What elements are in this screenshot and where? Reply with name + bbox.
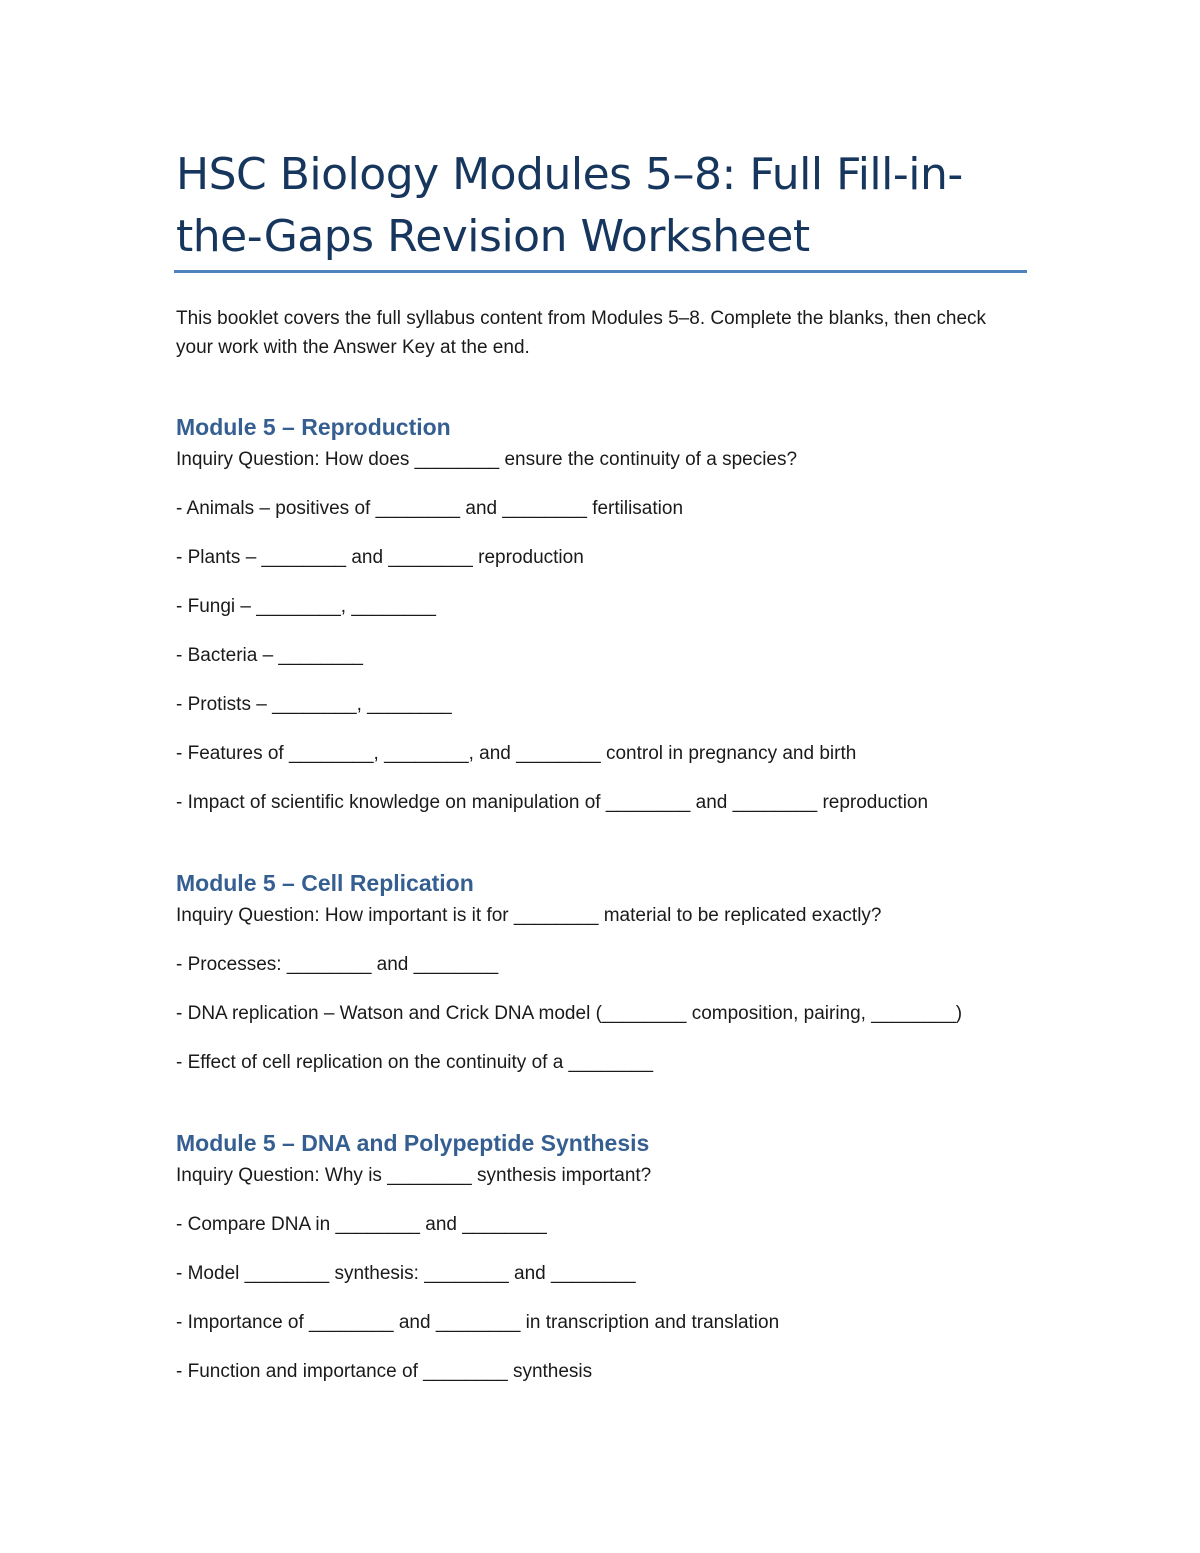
list-item: - Plants – ________ and ________ reproduction: [176, 547, 584, 568]
section-heading: Module 5 – Reproduction: [176, 414, 451, 440]
item-list: [176, 495, 1036, 817]
section-dna-polypeptide-synthesis: [176, 1128, 1036, 1386]
list-item: - Effect of cell replication on the continuity of a ________: [176, 1052, 654, 1073]
list-item: - Bacteria – ________: [176, 645, 363, 666]
list-item: - Processes: ________ and ________: [176, 954, 499, 975]
list-item: - DNA replication – Watson and Crick DNA model (________ composition, pairing, ________): [176, 1003, 963, 1024]
section-heading: Module 5 – DNA and Polypeptide Synthesis: [176, 1130, 650, 1156]
list-item: - Model ________ synthesis: ________ and ________: [176, 1263, 636, 1284]
list-item: - Impact of scientific knowledge on manipulation of ________ and ________ reproduction: [176, 792, 929, 813]
section-cell-replication: [176, 868, 1036, 1077]
inquiry-question: Inquiry Question: How does ________ ensure the continuity of a species?: [176, 449, 798, 470]
list-item: - Importance of ________ and ________ in transcription and translation: [176, 1312, 780, 1333]
list-item: - Animals – positives of ________ and ________ fertilisation: [176, 498, 684, 519]
inquiry-question: Inquiry Question: How important is it for ________ material to be replicated exactly?: [176, 905, 882, 926]
inquiry-question: Inquiry Question: Why is ________ synthesis important?: [176, 1165, 652, 1186]
section-reproduction: [176, 412, 1036, 817]
section-heading: Module 5 – Cell Replication: [176, 870, 474, 896]
list-item: - Features of ________, ________, and ________ control in pregnancy and birth: [176, 743, 857, 764]
list-item: - Function and importance of ________ synthesis: [176, 1361, 593, 1382]
list-item: - Protists – ________, ________: [176, 694, 452, 715]
list-item: - Compare DNA in ________ and ________: [176, 1214, 547, 1235]
page-title: HSC Biology Modules 5–8: Full Fill-in-the-Gaps Revision Worksheet: [176, 149, 963, 262]
item-list: [176, 951, 1036, 1077]
intro-paragraph: This booklet covers the full syllabus content from Modules 5–8. Complete the blanks, then check your work with the Answer Key at the end.: [176, 308, 987, 358]
list-item: - Fungi – ________, ________: [176, 596, 436, 617]
title-underline: [174, 270, 1027, 273]
item-list: [176, 1211, 1036, 1386]
